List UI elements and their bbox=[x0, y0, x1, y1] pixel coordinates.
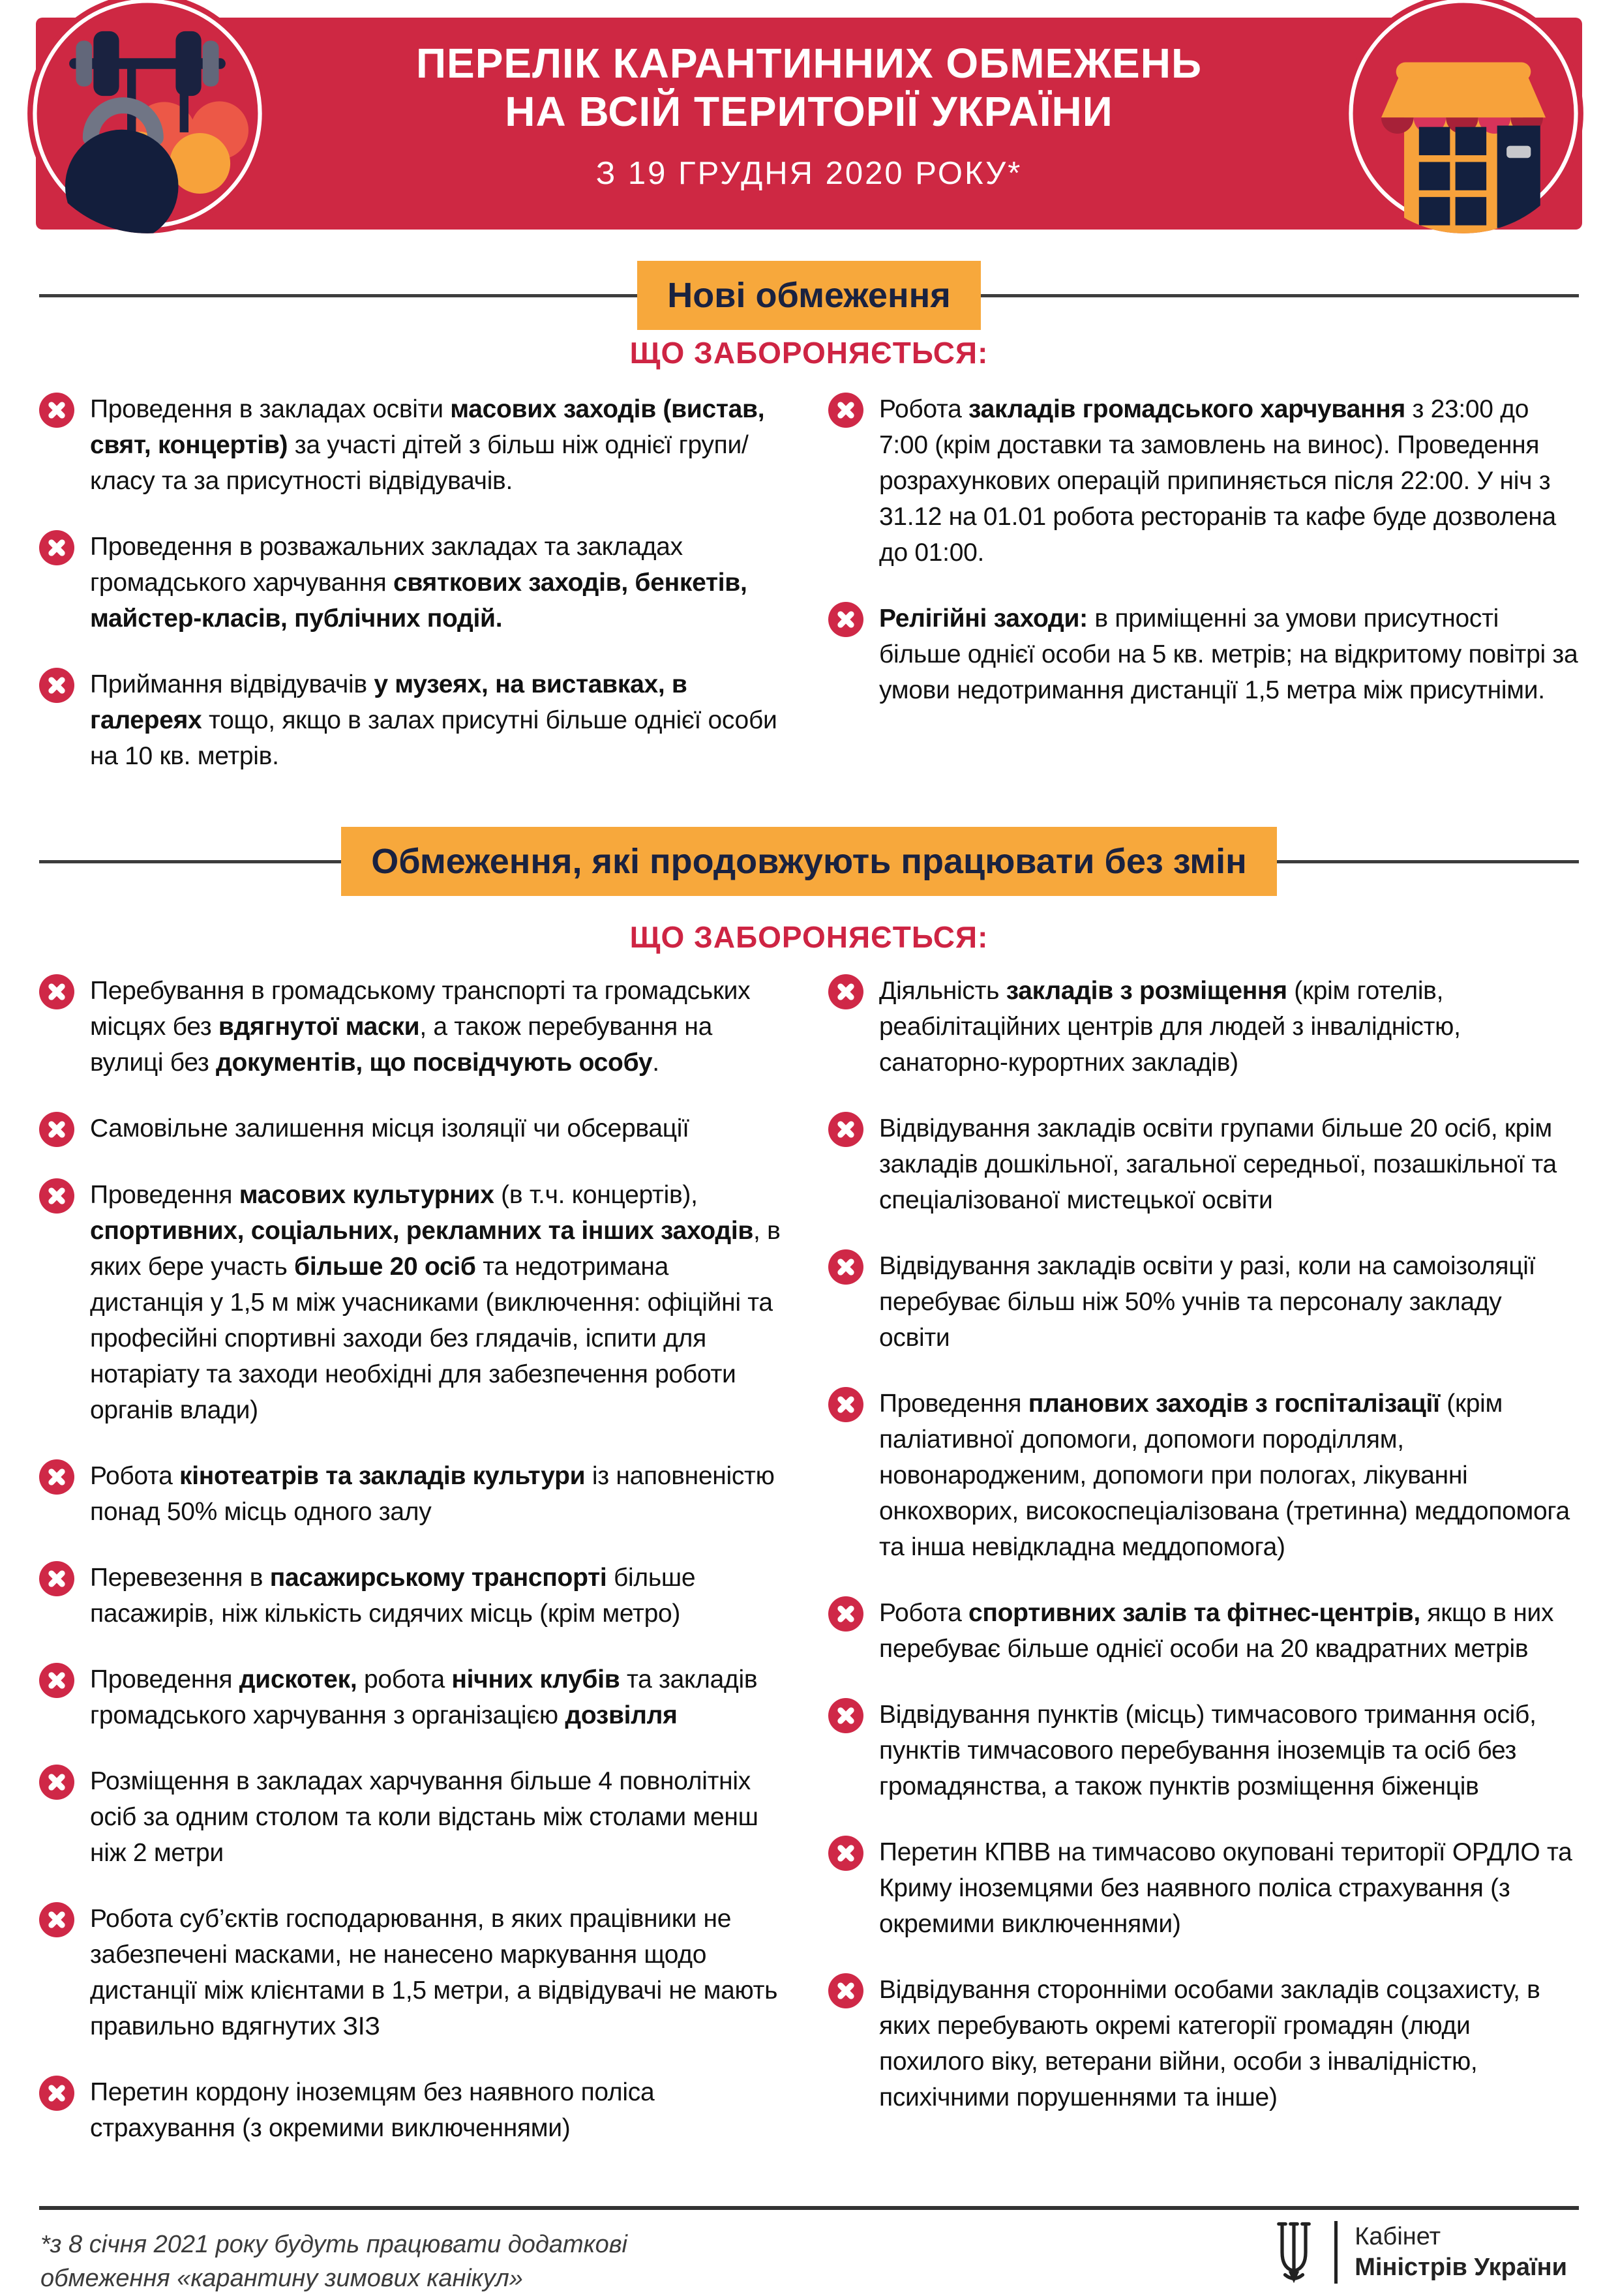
poster-title-line1: ПЕРЕЛІК КАРАНТИННИХ ОБМЕЖЕНЬ bbox=[416, 40, 1202, 87]
prohibited-x-icon bbox=[39, 1178, 74, 1214]
poster-subtitle: З 19 ГРУДНЯ 2020 РОКУ* bbox=[595, 156, 1023, 192]
logo-org-line1: Кабінет bbox=[1355, 2222, 1441, 2250]
restriction-text: Відвідування пунктів (місць) тимчасового тримання осіб, пунктів тимчасового перебування іноземців та осіб без громадянства, а також пунктів розміщення біженців bbox=[879, 1701, 1536, 1800]
section-2-subheading: ЩО ЗАБОРОНЯЄТЬСЯ: bbox=[629, 920, 989, 954]
restriction-item bbox=[828, 1834, 1578, 1942]
section-1-subheading: ЩО ЗАБОРОНЯЄТЬСЯ: bbox=[629, 336, 989, 370]
restriction-text: Діяльність закладів з розміщення (крім готелів, реабілітаційних центрів для людей з інвалідністю, санаторно-курортних закладів) bbox=[879, 977, 1461, 1077]
prohibited-x-icon bbox=[828, 1836, 863, 1871]
restriction-item bbox=[39, 1763, 783, 1871]
prohibited-x-icon bbox=[39, 530, 74, 565]
prohibited-x-icon bbox=[828, 393, 863, 428]
restriction-item bbox=[828, 1111, 1578, 1218]
section-2-right-column bbox=[828, 973, 1578, 2145]
restriction-item bbox=[39, 1458, 783, 1530]
restriction-item bbox=[39, 529, 783, 636]
restriction-item bbox=[39, 1177, 783, 1428]
restriction-text: Приймання відвідувачів у музеях, на виставках, в галереях тощо, якщо в залах присутні більше однієї особи на 10 кв. метрів. bbox=[90, 670, 777, 770]
prohibited-x-icon bbox=[828, 1698, 863, 1733]
section-2-left-column bbox=[39, 973, 783, 2176]
restriction-text: Відвідування закладів освіти групами більше 20 осіб, крім закладів дошкільної, загальної середньої, позашкільної та спеціалізованої мистецької освіти bbox=[879, 1114, 1557, 1214]
restriction-text: Відвідування сторонніми особами закладів соцзахисту, в яких перебувають окремі категорії громадян (люди похилого віку, ветерани війни, особи з інвалідністю, психічними порушеннями та інше) bbox=[879, 1976, 1540, 2111]
restriction-item bbox=[828, 973, 1578, 1081]
footer-divider-line bbox=[39, 2206, 1579, 2210]
section-2-title: Обмеження, які продовжують працювати без змін bbox=[341, 827, 1277, 896]
section-1-title: Нові обмеження bbox=[637, 261, 980, 330]
prohibited-x-icon bbox=[828, 1973, 863, 2008]
logo-org-line2: Міністрів України bbox=[1355, 2254, 1567, 2281]
restriction-text: Проведення планових заходів з госпіталізації (крім паліативної допомоги, допомоги породіллям, новонародженим, допомоги при пологах, лікуванні онкохворих, високоспеціалізована (третинна) меддопомога та інша невідкладна меддопомога) bbox=[879, 1390, 1570, 1561]
restriction-item bbox=[39, 666, 783, 774]
prohibited-x-icon bbox=[39, 668, 74, 703]
restriction-text: Перетин кордону іноземцям без наявного поліса страхування (з окремими виключеннями) bbox=[90, 2078, 655, 2142]
section-2-header bbox=[39, 827, 1579, 896]
trident-emblem-icon bbox=[1270, 2218, 1317, 2286]
restriction-text: Робота спортивних залів та фітнес-центрів, якщо в них перебуває більше однієї особи на 20 квадратних метрів bbox=[879, 1599, 1554, 1663]
restriction-text: Проведення дискотек, робота нічних клубів та закладів громадського харчування з організацією дозвілля bbox=[90, 1665, 758, 1729]
restriction-item bbox=[828, 1386, 1578, 1565]
restriction-text: Робота суб’єктів господарювання, в яких працівники не забезпечені масками, не нанесено маркування щодо дистанції між клієнтами в 1,5 метри, а відвідувачі не мають правильно вдягнутих ЗІЗ bbox=[90, 1905, 778, 2040]
restriction-item bbox=[828, 1248, 1578, 1356]
restriction-text: Розміщення в закладах харчування більше 4 повнолітніх осіб за одним столом та коли відстань між столами менш ніж 2 метри bbox=[90, 1767, 758, 1867]
prohibited-x-icon bbox=[828, 1596, 863, 1632]
prohibited-x-icon bbox=[39, 393, 74, 428]
section-1-left-column bbox=[39, 391, 783, 804]
footnote bbox=[40, 2228, 627, 2296]
poster-title-line2: НА ВСІЙ ТЕРИТОРІЇ УКРАЇНИ bbox=[505, 88, 1113, 136]
restriction-item bbox=[39, 2074, 783, 2146]
restriction-item bbox=[828, 391, 1578, 571]
restriction-item bbox=[39, 973, 783, 1081]
footnote-line1: *з 8 січня 2021 року будуть працювати додаткові bbox=[40, 2231, 627, 2258]
prohibited-x-icon bbox=[39, 1561, 74, 1596]
prohibited-x-icon bbox=[39, 1663, 74, 1698]
restriction-text: Проведення масових культурних (в т.ч. концертів), спортивних, соціальних, рекламних та інших заходів, в яких бере участь більше 20 осіб та недотримана дистанція у 1,5 м між учасниками (виключення: офіційні та професійні спортивні заходи без глядачів, іспити для нотаріату та заходи необхідні для забезпечення роботи органів влади) bbox=[90, 1181, 781, 1424]
prohibited-x-icon bbox=[39, 1459, 74, 1495]
restriction-text: Робота закладів громадського харчування з 23:00 до 7:00 (крім доставки та замовлень на винос). Проведення розрахункових операцій припиняється після 22:00. У ніч з 31.12 на 01.01 робота ресторанів та кафе буде дозволена до 01:00. bbox=[879, 395, 1556, 567]
prohibited-x-icon bbox=[828, 602, 863, 637]
logo-text bbox=[1355, 2222, 1567, 2284]
prohibited-x-icon bbox=[828, 1112, 863, 1147]
restriction-item bbox=[39, 1901, 783, 2044]
restriction-text: Релігійні заходи: в приміщенні за умови присутності більше однієї особи на 5 кв. метрів; на відкритому повітрі за умови недотримання дистанції 1,5 метра між присутніми. bbox=[879, 604, 1578, 704]
prohibited-x-icon bbox=[39, 1765, 74, 1800]
restriction-text: Проведення в розважальних закладах та закладах громадського харчування святкових заходів, бенкетів, майстер-класів, публічних подій. bbox=[90, 533, 747, 633]
section-1-right-column bbox=[828, 391, 1578, 738]
restriction-text: Перебування в громадському транспорті та громадських місцях без вдягнутої маски, а також перебування на вулиці без документів, що посвідчують особу. bbox=[90, 977, 751, 1077]
restriction-item bbox=[39, 391, 783, 499]
restriction-item bbox=[828, 601, 1578, 708]
restriction-item bbox=[828, 1595, 1578, 1667]
restriction-item bbox=[39, 1560, 783, 1632]
logo-separator-bar bbox=[1334, 2221, 1338, 2284]
footnote-line2: обмеження «карантину зимових канікул» bbox=[40, 2265, 523, 2293]
restriction-text: Самовільне залишення місця ізоляції чи обсервації bbox=[90, 1114, 689, 1142]
restriction-item bbox=[39, 1111, 783, 1147]
restriction-text: Робота кінотеатрів та закладів культури із наповненістю понад 50% місць одного залу bbox=[90, 1462, 775, 1526]
prohibited-x-icon bbox=[828, 1387, 863, 1422]
restriction-item bbox=[828, 1697, 1578, 1804]
prohibited-x-icon bbox=[828, 974, 863, 1009]
restriction-item bbox=[828, 1972, 1578, 2115]
restriction-text: Проведення в закладах освіти масових заходів (вистав, свят, концертів) за участі дітей з більш ніж однієї групи/класу та за присутності відвідувачів. bbox=[90, 395, 765, 495]
restriction-text: Відвідування закладів освіти у разі, коли на самоізоляції перебуває більш ніж 50% учнів та персоналу закладу освіти bbox=[879, 1252, 1536, 1352]
cabinet-of-ministers-logo bbox=[1270, 2218, 1567, 2286]
poster-title bbox=[0, 39, 1618, 192]
restriction-item bbox=[39, 1662, 783, 1733]
prohibited-x-icon bbox=[39, 2076, 74, 2111]
prohibited-x-icon bbox=[39, 974, 74, 1009]
prohibited-x-icon bbox=[828, 1249, 863, 1285]
section-1-header bbox=[39, 261, 1579, 330]
prohibited-x-icon bbox=[39, 1112, 74, 1147]
prohibited-x-icon bbox=[39, 1902, 74, 1937]
restriction-text: Перевезення в пасажирському транспорті більше пасажирів, ніж кількість сидячих місць (крім метро) bbox=[90, 1564, 696, 1628]
restriction-text: Перетин КПВВ на тимчасово окуповані території ОРДЛО та Криму іноземцями без наявного поліса страхування (з окремими виключеннями) bbox=[879, 1838, 1572, 1938]
